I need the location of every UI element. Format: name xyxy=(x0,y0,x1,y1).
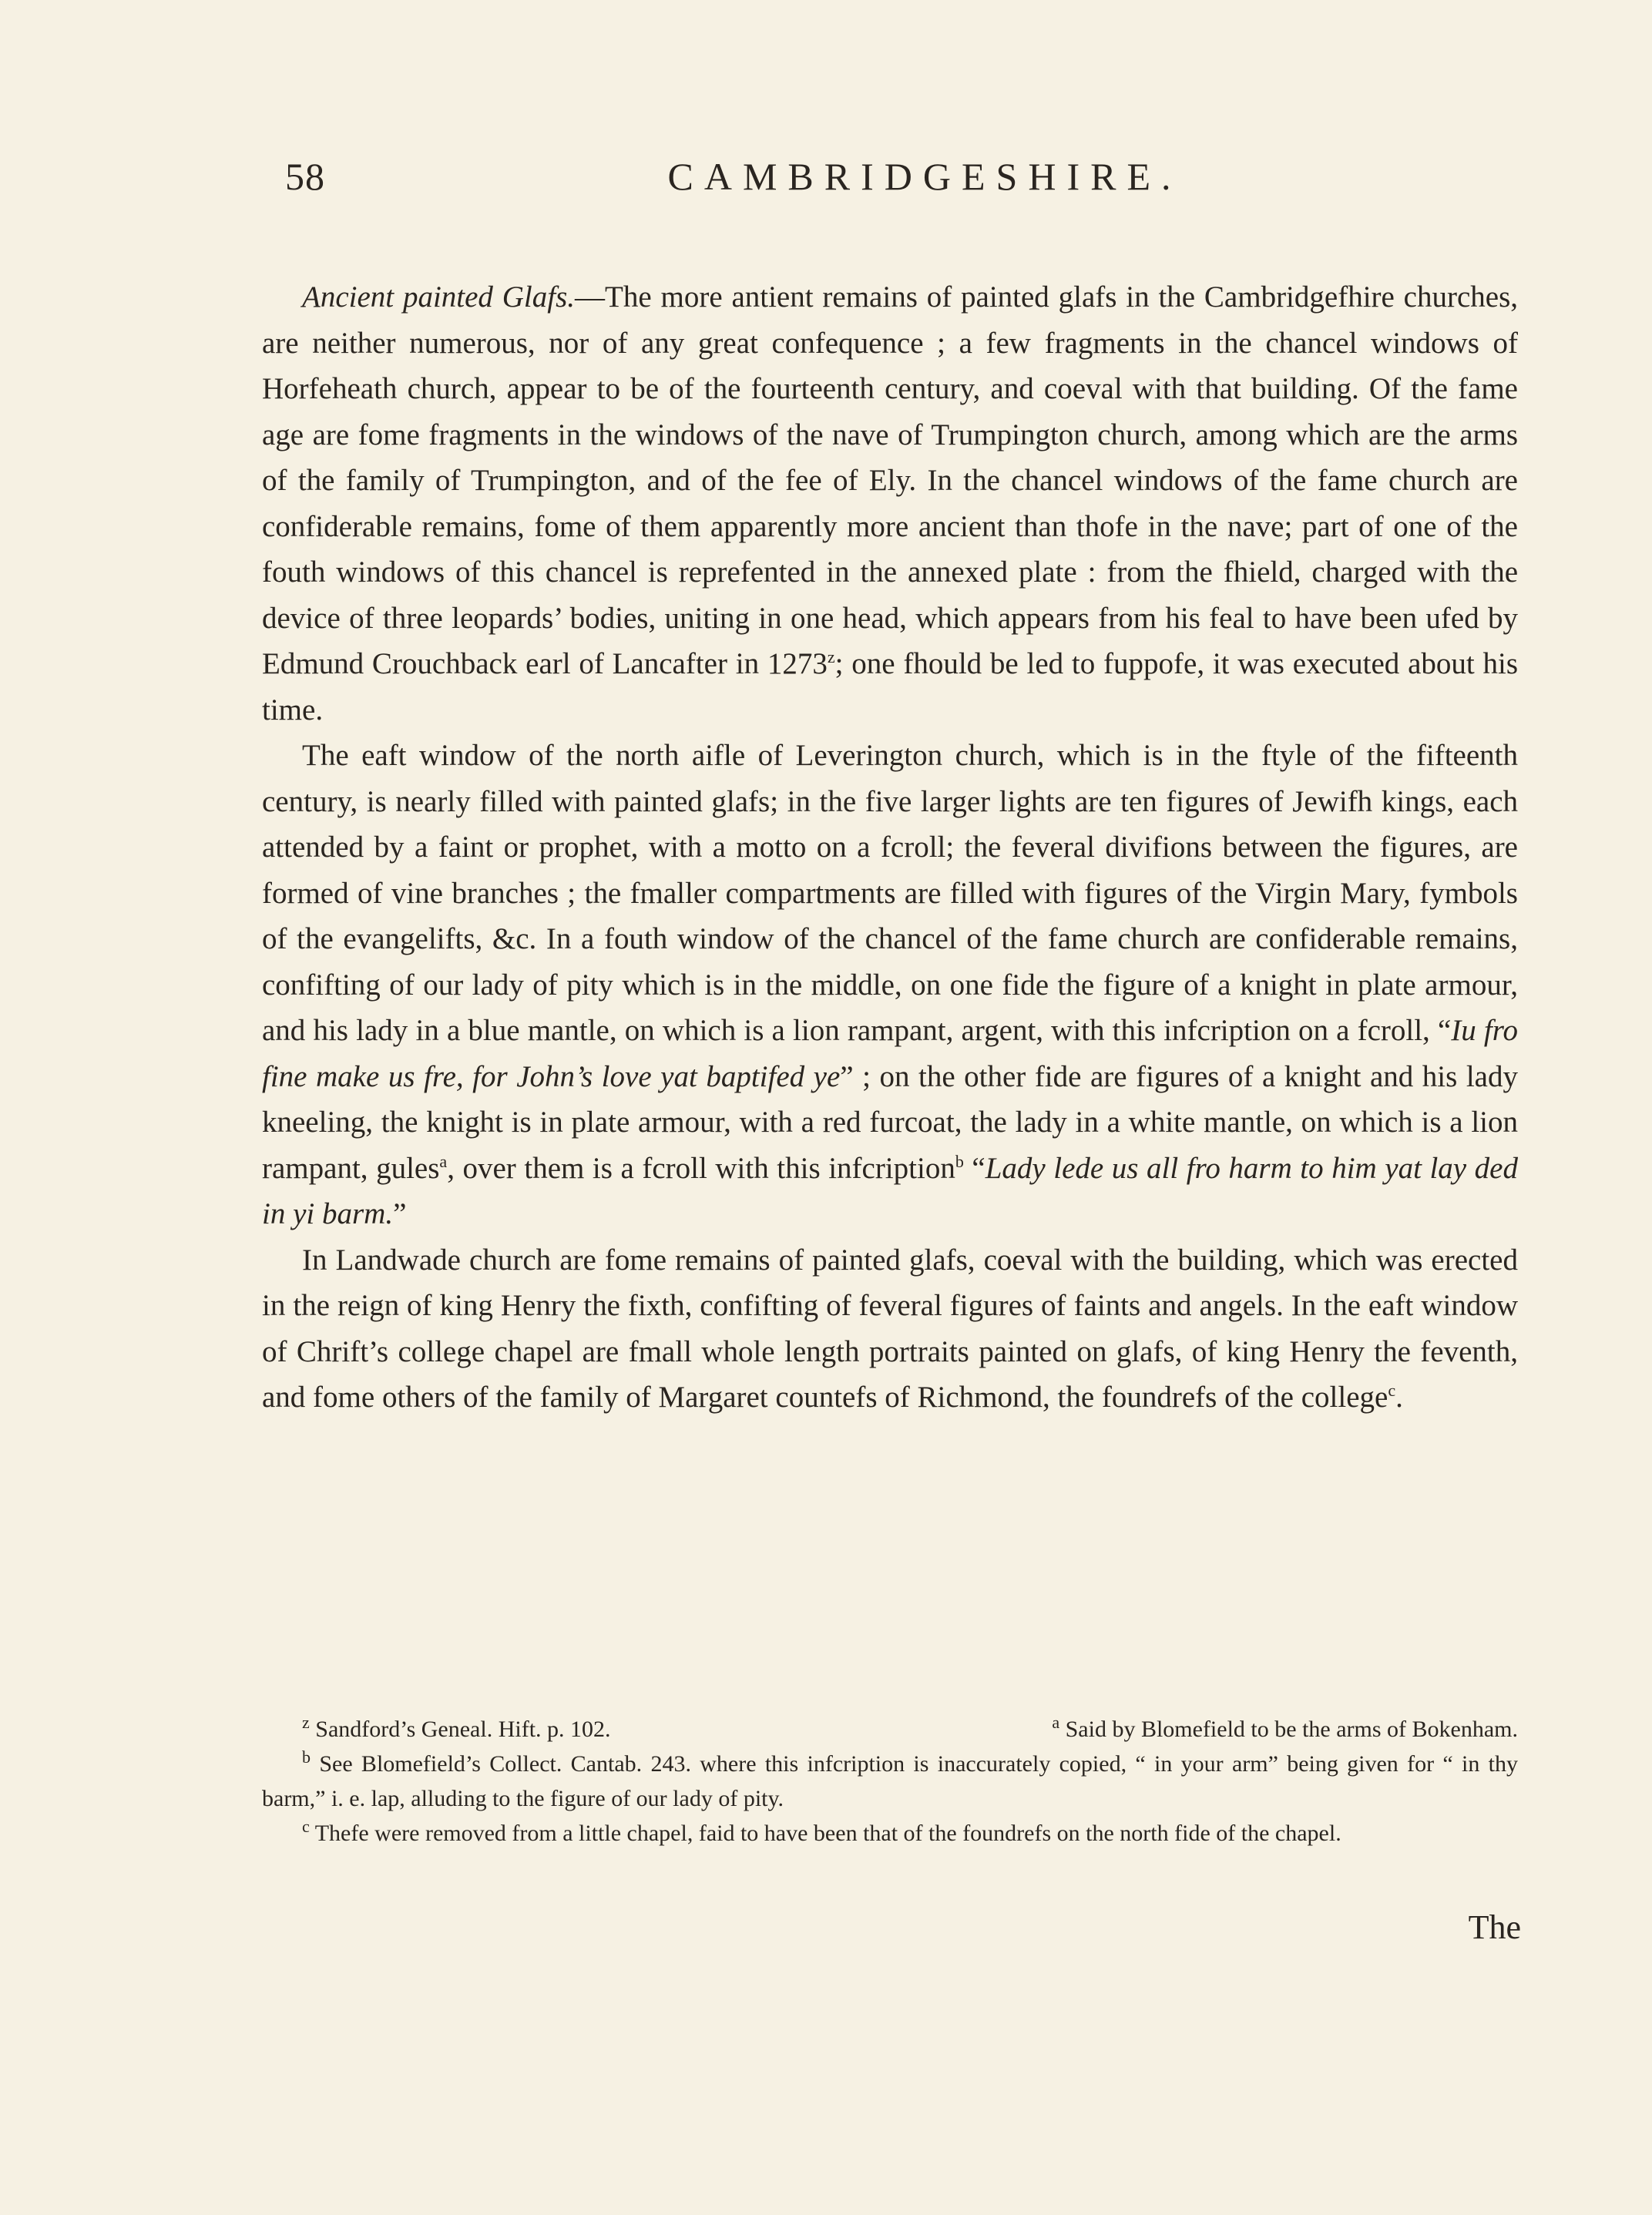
footnote-text: Thefe were removed from a little chapel, faid to have been that of the foundrefs on the north fide of the chapel. xyxy=(314,1821,1341,1846)
footnotes xyxy=(262,1712,1518,1851)
paragraph-text: ” xyxy=(393,1197,407,1230)
paragraph-text: —The more antient remains of painted glafs in the Cambridgefhire churches, are neither numerous, nor of any great confequence ; a few fragments in the chancel windows of Horfeheath church, appear to be of the fourteenth century, and coeval with that building. Of the fame age are fome fragments in the windows of the nave of Trumpington church, among which are the arms of the family of Trumpington, and of the fee of Ely. In the chancel windows of the fame church are confiderable remains, fome of them apparently more ancient than thofe in the nave; part of one of the fouth windows of this chancel is reprefented in the annexed plate : from the fhield, charged with the device of three leopards’ bodies, uniting in one head, which appears from his feal to have been ufed by Edmund Crouchback earl of Lancafter in 1273 xyxy=(262,280,1518,680)
page-title: CAMBRIDGESHIRE. xyxy=(667,155,1182,198)
footnote-mark: z xyxy=(302,1713,310,1732)
paragraph-landwade xyxy=(262,1237,1518,1421)
main-text xyxy=(262,274,1518,1421)
footnote-mark: c xyxy=(302,1817,310,1836)
footnote-z xyxy=(262,1712,611,1747)
footnote-mark: a xyxy=(1052,1713,1060,1732)
footnote-ref: c xyxy=(1388,1381,1396,1400)
catchword: The xyxy=(1468,1908,1521,1946)
paragraph-text: , over them is a fcroll with this infcription xyxy=(447,1151,955,1185)
footnote-ref: b xyxy=(955,1151,964,1171)
paragraph-text: “ xyxy=(963,1151,985,1185)
running-head xyxy=(285,154,1533,200)
section-heading: Ancient painted Glafs. xyxy=(302,280,576,314)
inscription-quote: Lady lede us all fro harm to him yat lay ded in yi barm. xyxy=(262,1151,1518,1230)
footnote-text: Said by Blomefield to be the arms of Bokenham. xyxy=(1065,1717,1518,1742)
footnote-ref: a xyxy=(439,1151,448,1171)
footnote-c xyxy=(262,1816,1518,1851)
paragraph-text: ” ; on the other fide are figures of a knight and his lady kneeling, the knight is in plate armour, with a red furcoat, the lady in a white mantle, on which is a lion rampant, gules xyxy=(262,1059,1518,1185)
footnote-b xyxy=(262,1747,1518,1816)
footnote-text: See Blomefield’s Collect. Cantab. 243. where this infcription is inaccurately copied, “ in your arm” being given for “ in thy barm,” i. e. lap, alluding to the figure of our lady of pity. xyxy=(262,1751,1518,1811)
footnote-text: Sandford’s Geneal. Hift. p. 102. xyxy=(315,1717,611,1742)
page-number: 58 xyxy=(285,155,325,198)
paragraph-text: . xyxy=(1395,1381,1403,1414)
paragraph-leverington xyxy=(262,733,1518,1237)
footnote-mark: b xyxy=(302,1747,311,1767)
paragraph-text: The eaft window of the north aifle of Leverington church, which is in the ftyle of the fifteenth century, is nearly filled with painted glafs; in the five larger lights are ten figures of Jewifh kings, each attended by a faint or prophet, with a motto on a fcroll; the feveral divifions between the figures, are formed of vine branches ; the fmaller compartments are filled with figures of the Virgin Mary, fymbols of the evangelifts, &c. In a fouth window of the chancel of the fame church are confiderable remains, confifting of our lady of pity which is in the middle, on one fide the figure of a knight in plate armour, and his lady in a blue mantle, on which is a lion rampant, argent, with this infcription on a fcroll, “ xyxy=(262,739,1518,1047)
footnote-ref: z xyxy=(827,647,835,666)
paragraph-ancient-glass xyxy=(262,274,1518,733)
paragraph-text: In Landwade church are fome remains of painted glafs, coeval with the building, which was erected in the reign of king Henry the fixth, confifting of feveral figures of faints and angels. In the eaft window of Chrift’s college chapel are fmall whole length portraits painted on glafs, of king Henry the feventh, and fome others of the family of Margaret countefs of Richmond, the foundrefs of the college xyxy=(262,1243,1518,1414)
footnote-a xyxy=(1012,1712,1518,1747)
paragraph-text: ; one fhould be led to fuppofe, it was executed about his time. xyxy=(262,647,1518,727)
footnote-row xyxy=(262,1712,1518,1747)
inscription-quote: Iu fro fine make us fre, for John’s love yat baptifed ye xyxy=(262,1014,1518,1093)
